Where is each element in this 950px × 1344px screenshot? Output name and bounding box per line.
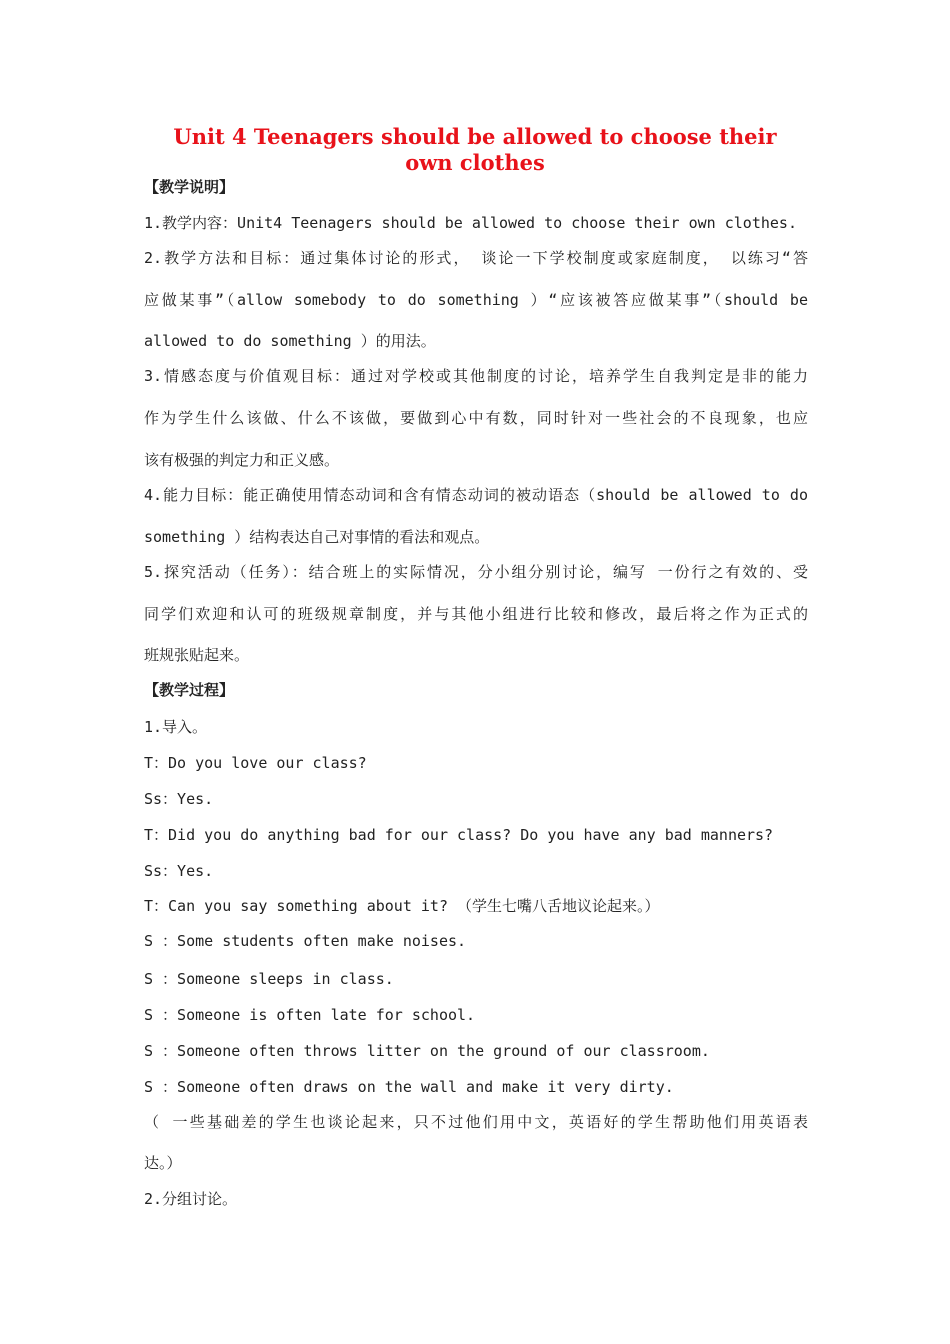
dialogue-line: S ：Some students often make noises.	[144, 932, 467, 950]
paragraph-line: 2.教学方法和目标：通过集体讨论的形式， 谈论一下学校制度或家庭制度， 以练习“答	[144, 249, 808, 267]
paragraph-line: 同学们欢迎和认可的班级规章制度，并与其他小组进行比较和修改，最后将之作为正式的	[144, 605, 808, 623]
paragraph-line: 2.分组讨论。	[144, 1190, 238, 1208]
dialogue-line: T：Do you love our class?	[144, 754, 367, 772]
paragraph-line: 1.导入。	[144, 718, 208, 736]
dialogue-line: T：Did you do anything bad for our class? Do you have any bad manners?	[144, 826, 774, 844]
paragraph-line: allowed to do something ）的用法。	[144, 332, 436, 350]
dialogue-line: Ss：Yes.	[144, 790, 214, 808]
paragraph-line: （ 一些基础差的学生也谈论起来，只不过他们用中文，英语好的学生帮助他们用英语表	[144, 1113, 808, 1131]
dialogue-line: S ：Someone is often late for school.	[144, 1006, 476, 1024]
paragraph-line: 达。）	[144, 1154, 182, 1172]
dialogue-line: T：Can you say something about it? （学生七嘴八舌地议论起来。）	[144, 897, 660, 915]
document-title: Unit 4 Teenagers should be allowed to choose their own clothes	[173, 124, 777, 175]
paragraph-line: 该有极强的判定力和正义感。	[144, 451, 340, 469]
dialogue-line: Ss：Yes.	[144, 862, 214, 880]
paragraph-line: 5.探究活动（任务）：结合班上的实际情况，分小组分别讨论，编写 一份行之有效的、受	[144, 563, 808, 581]
paragraph-line: 作为学生什么该做、什么不该做，要做到心中有数，同时针对一些社会的不良现象，也应	[144, 409, 808, 427]
paragraph-line: 班规张贴起来。	[144, 646, 250, 664]
paragraph-line: 1.教学内容：Unit4 Teenagers should be allowed to choose their own clothes.	[144, 214, 797, 232]
section-heading-teaching-notes: 【教学说明】	[144, 178, 235, 196]
section-heading-teaching-process: 【教学过程】	[144, 681, 235, 699]
paragraph-line: 3.情感态度与价值观目标：通过对学校或其他制度的讨论，培养学生自我判定是非的能力	[144, 367, 808, 385]
dialogue-line: S ：Someone often draws on the wall and make it very dirty.	[144, 1078, 674, 1096]
paragraph-line: 4.能力目标：能正确使用情态动词和含有情态动词的被动语态（should be allowed to do	[144, 486, 808, 504]
dialogue-line: S ：Someone sleeps in class.	[144, 970, 394, 988]
paragraph-line: something ）结构表达自己对事情的看法和观点。	[144, 528, 490, 546]
paragraph-line: 应做某事”（allow somebody to do something ）“应该被答应做某事”（should be	[144, 291, 808, 309]
dialogue-line: S ：Someone often throws litter on the ground of our classroom.	[144, 1042, 710, 1060]
